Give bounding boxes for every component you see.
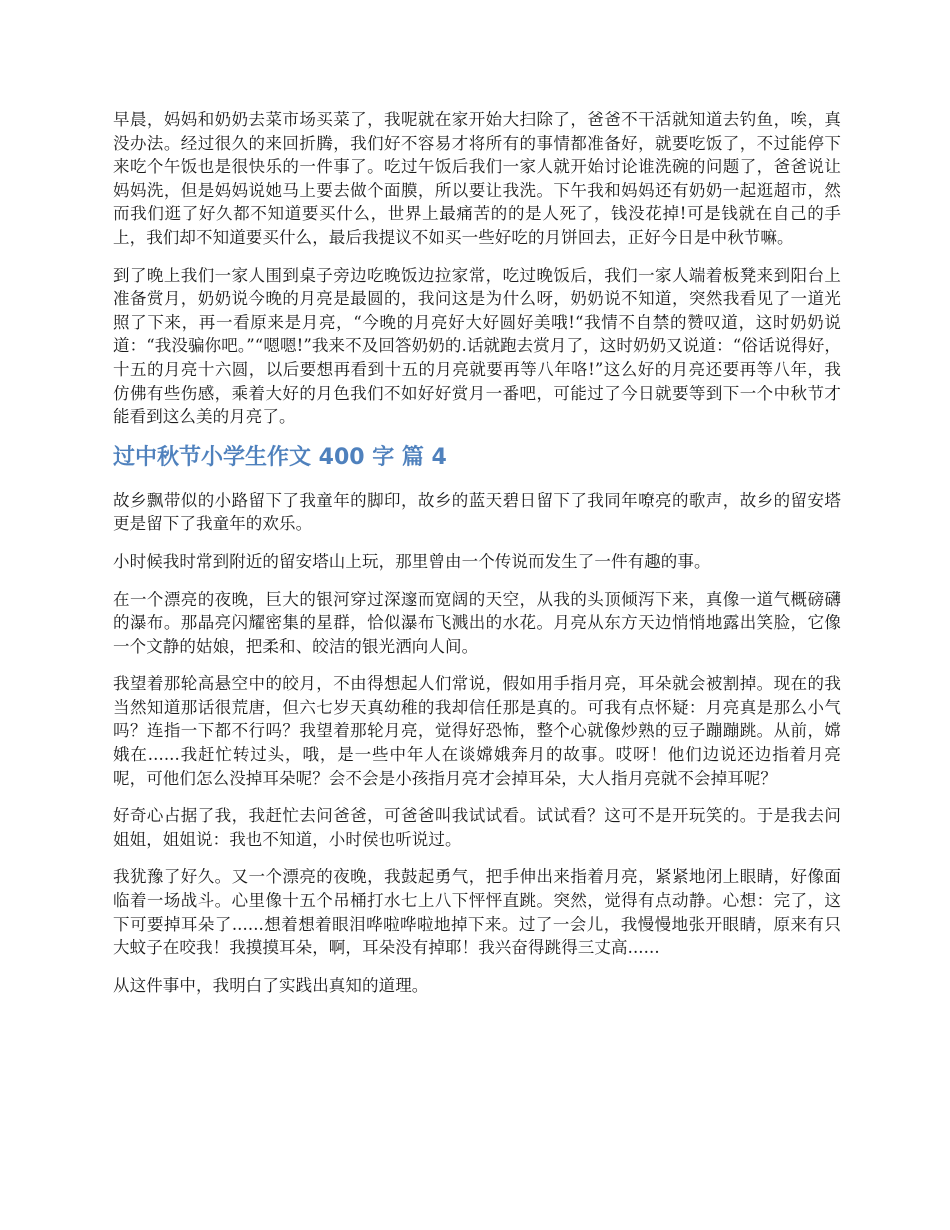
paragraph: 好奇心占据了我，我赶忙去问爸爸，可爸爸叫我试试看。试试看？这可不是开玩笑的。于是我去问姐姐，姐姐说：我也不知道，小时侯也听说过。: [113, 806, 841, 849]
section-heading: 过中秋节小学生作文 400 字 篇 4: [113, 444, 447, 470]
paragraph: 早晨，妈妈和奶奶去菜市场买菜了，我呢就在家开始大扫除了，爸爸不干活就知道去钓鱼，唉，真没办法。经过很久的来回折腾，我们好不容易才将所有的事情都准备好，就要吃饭了，不过能停下来吃个午饭也是很快乐的一件事了。吃过午饭后我们一家人就开始讨论谁洗碗的问题了，爸爸说让妈妈洗，但是妈妈说她马上要去做个面膜，所以要让我洗。下午我和妈妈还有奶奶一起逛超市，然而我们逛了好久都不知道要买什么，世界上最痛苦的的是人死了，钱没花掉!可是钱就在自己的手上，我们却不知道要买什么，最后我提议不如买一些好吃的月饼回去，正好今日是中秋节嘛。: [113, 110, 841, 247]
paragraph: 在一个漂亮的夜晚，巨大的银河穿过深邃而宽阔的天空，从我的头顶倾泻下来，真像一道气概磅礴的瀑布。那晶亮闪耀密集的星群，恰似瀑布飞溅出的水花。月亮从东方天边悄悄地露出笑脸，它像一个文静的姑娘，把柔和、皎洁的银光洒向人间。: [113, 589, 841, 656]
paragraph: 小时候我时常到附近的留安塔山上玩，那里曾由一个传说而发生了一件有趣的事。: [113, 551, 711, 571]
paragraph: 故乡飘带似的小路留下了我童年的脚印，故乡的蓝天碧日留下了我同年嘹亮的歌声，故乡的留安塔更是留下了我童年的欢乐。: [113, 490, 841, 534]
paragraph: 我犹豫了好久。又一个漂亮的夜晚，我鼓起勇气，把手伸出来指着月亮，紧紧地闭上眼睛，好像面临着一场战斗。心里像十五个吊桶打水七上八下怦怦直跳。突然，觉得有点动静。心想：完了，这下可要掉耳朵了......想着想着眼泪哗啦哗啦地掉下来。过了一会儿，我慢慢地张开眼睛，原来有只大蚊子在咬我！我摸摸耳朵，啊，耳朵没有掉耶！我兴奋得跳得三丈高......: [113, 867, 841, 958]
paragraph: 到了晚上我们一家人围到桌子旁边吃晚饭边拉家常，吃过晚饭后，我们一家人端着板凳来到阳台上准备赏月，奶奶说今晚的月亮是最圆的，我问这是为什么呀，奶奶说不知道，突然我看见了一道光照了下来，再一看原来是月亮，“今晚的月亮好大好圆好美哦!“我情不自禁的赞叹道，这时奶奶说道：“我没骗你吧。”“嗯嗯!”我来不及回答奶奶的.话就跑去赏月了，这时奶奶又说道：“俗话说得好，十五的月亮十六圆，以后要想再看到十五的月亮就要再等八年咯!”这么好的月亮还要再等八年，我仿佛有些伤感，乘着大好的月色我们不如好好赏月一番吧，可能过了今日就要等到下一个中秋节才能看到这么美的月亮了。: [113, 265, 841, 427]
paragraph: 从这件事中，我明白了实践出真知的道理。: [113, 975, 429, 995]
document-page: [113, 108, 841, 1011]
paragraph: 我望着那轮高悬空中的皎月，不由得想起人们常说，假如用手指月亮，耳朵就会被割掉。现在的我当然知道那话很荒唐，但六七岁天真幼稚的我却信任那是真的。可我有点怀疑：月亮真是那么小气吗？连指一下都不行吗？我望着那轮月亮，觉得好恐怖，整个心就像炒熟的豆子蹦蹦跳。从前，嫦娥在......我赶忙转过头，哦，是一些中年人在谈嫦娥奔月的故事。哎呀！他们边说还边指着月亮呢，可他们怎么没掉耳朵呢？会不会是小孩指月亮才会掉耳朵，大人指月亮就不会掉耳呢？: [113, 674, 841, 788]
